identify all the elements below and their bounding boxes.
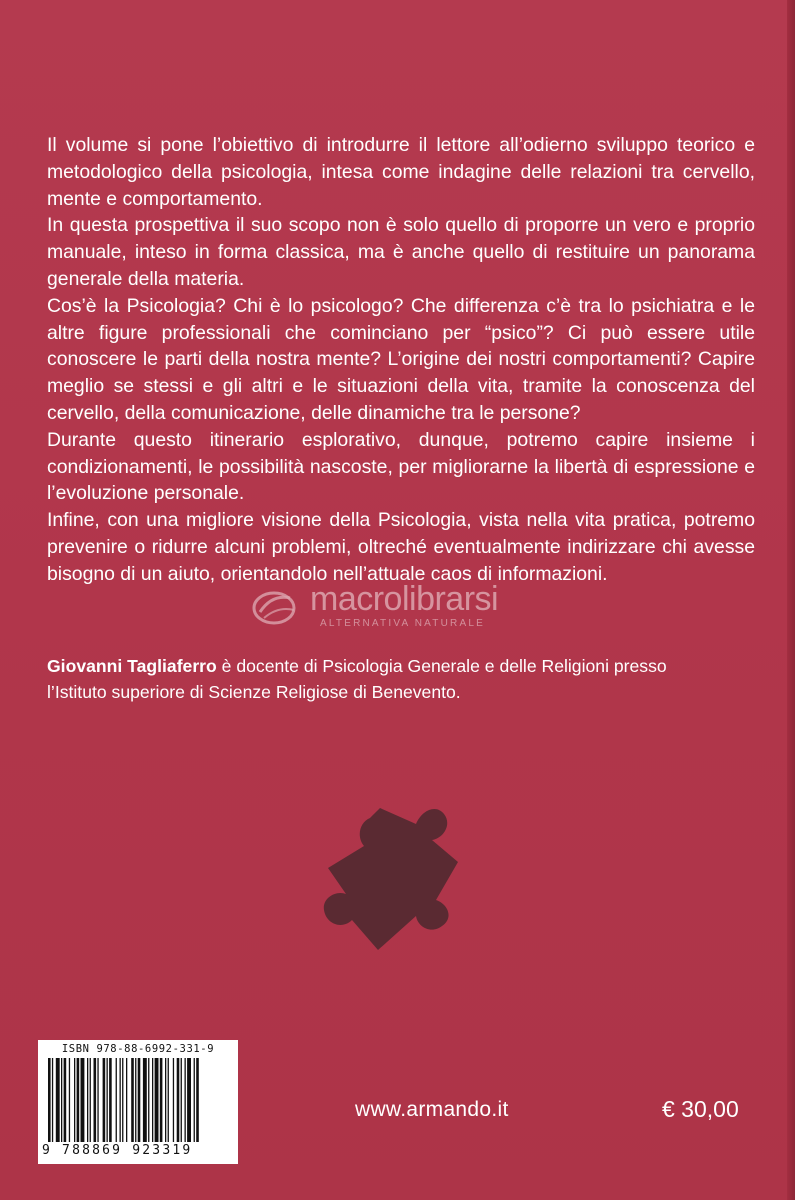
barcode-bar: [173, 1058, 174, 1142]
isbn-label: ISBN 978-88-6992-331-9: [61, 1043, 215, 1055]
barcode-bar: [52, 1058, 53, 1142]
barcode-bar: [155, 1058, 159, 1142]
price: € 30,00: [662, 1096, 739, 1122]
barcode-bar: [77, 1058, 80, 1142]
barcode-bar: [74, 1058, 75, 1142]
barcode-bar: [56, 1058, 60, 1142]
barcode-bar: [97, 1058, 98, 1142]
publisher-website: www.armando.it: [355, 1098, 509, 1121]
barcode-bar: [69, 1058, 70, 1142]
book-description: [47, 132, 755, 588]
barcode-bar: [64, 1058, 67, 1142]
macrolibrarsi-watermark: [250, 578, 560, 634]
barcode-bar: [152, 1058, 153, 1142]
author-bio-line-1: è docente di Psicologia Generale e delle Religioni presso: [216, 656, 667, 676]
barcode-bar: [103, 1058, 106, 1142]
author-name: Giovanni Tagliaferro: [47, 656, 217, 676]
barcode-bars: [48, 1058, 230, 1142]
description-paragraph-3: Cos’è la Psicologia? Chi è lo psicologo? Che differenza c’è tra lo psichiatra e le altre figure professionali che cominciano per “psico”? Ci può essere utile conoscere le parti della nostra mente? L’origine dei nostri comportamenti? Capire meglio se stessi e gli altri e le situazioni della vita, tramite la conoscenza del cervello, della comunicazione, delle dinamiche tra le persone?: [47, 294, 755, 424]
cover-edge: [787, 0, 795, 1200]
barcode-bar: [90, 1058, 91, 1142]
author-bio: [47, 653, 757, 705]
description-paragraph-1: Il volume si pone l’obiettivo di introdurre il lettore all’odierno sviluppo teorico e metodologico della psicologia, intesa come indagine delle relazioni tra cervello, mente e comportamento.: [47, 134, 755, 210]
barcode-bar: [160, 1058, 163, 1142]
barcode-digits: 9 788869 923319: [42, 1143, 193, 1158]
barcode-bar: [185, 1058, 186, 1142]
barcode-bar: [148, 1058, 149, 1142]
barcode-bar: [126, 1058, 127, 1142]
description-paragraph-4: Durante questo itinerario esplorativo, dunque, potremo capire insieme i condizionamenti, le possibilità nascoste, per migliorarne la libertà di espressione e l’evoluzione personale.: [47, 428, 755, 505]
barcode-bar: [143, 1058, 147, 1142]
barcode-bar: [87, 1058, 88, 1142]
description-paragraph-5: Infine, con una migliore visione della Psicologia, vista nella vita pratica, potremo prevenire o ridurre alcuni problemi, oltreché eventualmente indirizzare chi avesse bisogno di un aiuto, orientandolo nell’attuale caos di informazioni.: [47, 509, 755, 585]
barcode-bar: [187, 1058, 191, 1142]
barcode-bar: [194, 1058, 195, 1142]
description-paragraph-2: In questa prospettiva il suo scopo non è solo quello di proporre un vero e proprio manuale, inteso in forma classica, ma è anche quello di restituire un panorama generale della materia.: [47, 214, 755, 290]
barcode: [38, 1040, 238, 1164]
barcode-bar: [165, 1058, 166, 1142]
barcode-bar: [81, 1058, 85, 1142]
watermark-brand: macrolibrarsi: [310, 580, 499, 618]
barcode-bar: [196, 1058, 199, 1142]
barcode-bar: [94, 1058, 97, 1142]
watermark-tagline: ALTERNATIVA NATURALE: [320, 618, 485, 629]
barcode-bar: [131, 1058, 134, 1142]
macrolibrarsi-logo-icon: [250, 584, 310, 628]
barcode-bar: [177, 1058, 180, 1142]
barcode-bar: [122, 1058, 123, 1142]
barcode-bar: [109, 1058, 112, 1142]
barcode-bar: [181, 1058, 182, 1142]
barcode-bar: [168, 1058, 169, 1142]
barcode-bar: [116, 1058, 117, 1142]
puzzle-piece-icon: [318, 800, 476, 958]
barcode-bar: [48, 1058, 51, 1142]
author-bio-line-2: l’Istituto superiore di Scienze Religiose di Benevento.: [47, 682, 461, 702]
barcode-bar: [107, 1058, 108, 1142]
barcode-bar: [61, 1058, 62, 1142]
barcode-bar: [138, 1058, 141, 1142]
barcode-bar: [120, 1058, 121, 1142]
barcode-bar: [135, 1058, 136, 1142]
